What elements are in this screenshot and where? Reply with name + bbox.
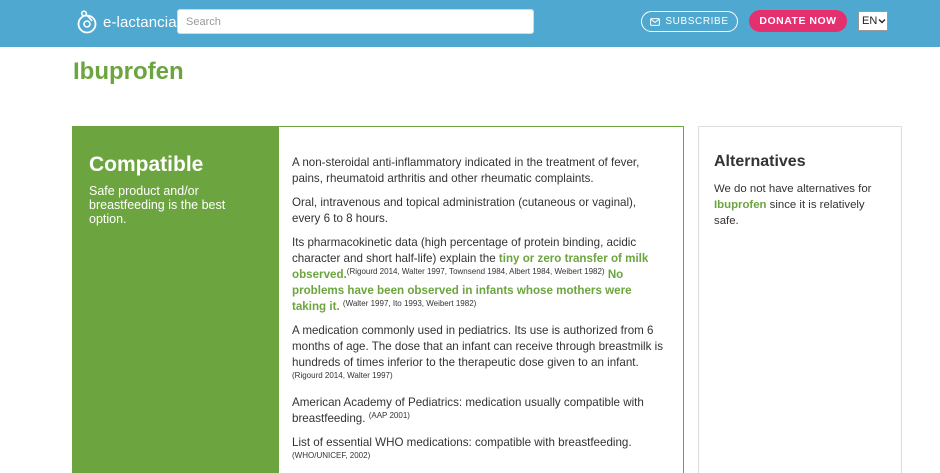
paragraph-text: Its pharmacokinetic data (high percentage of protein binding, acidic character and short half-life) explain the bbox=[292, 236, 637, 265]
paragraph: A non-steroidal anti-inflammatory indicated in the treatment of fever, pains, rheumatoid arthritis and other rheumatic complaints. bbox=[292, 156, 640, 185]
alternatives-card bbox=[698, 126, 902, 473]
alternatives-text bbox=[714, 181, 886, 229]
reference-link[interactable]: (Rigourd 2014, Walter 1997, Townsend 1984, Albert 1984, Weibert 1982) bbox=[346, 267, 605, 276]
reference-link[interactable]: (AAP 2001) bbox=[368, 411, 410, 420]
envelope-icon bbox=[650, 18, 660, 26]
subscribe-label: SUBSCRIBE bbox=[665, 16, 729, 27]
alternatives-text-before: We do not have alternatives for bbox=[714, 183, 872, 195]
paragraph-text: American Academy of Pediatrics: medication usually compatible with breastfeeding. bbox=[292, 396, 644, 425]
top-navbar bbox=[0, 0, 940, 47]
paragraph bbox=[292, 235, 665, 315]
page-title: Ibuprofen bbox=[73, 58, 184, 85]
risk-level: Compatible bbox=[89, 153, 204, 176]
paragraph bbox=[292, 323, 665, 387]
chevron-down-icon bbox=[878, 18, 886, 24]
risk-panel bbox=[73, 127, 279, 473]
reference-link[interactable]: (Rigourd 2014, Walter 1997) bbox=[292, 371, 393, 380]
paragraph: Oral, intravenous and topical administration (cutaneous or vaginal), every 6 to 8 hours. bbox=[292, 196, 637, 225]
alternatives-text-after: since it is relatively safe. bbox=[714, 199, 865, 227]
reference-link[interactable]: (WHO/UNICEF, 2002) bbox=[292, 451, 371, 460]
donate-button[interactable]: DONATE NOW bbox=[749, 10, 847, 32]
paragraph bbox=[292, 435, 665, 467]
alternatives-title: Alternatives bbox=[714, 153, 806, 170]
risk-description: Safe product and/or breastfeeding is the best option. bbox=[89, 184, 226, 226]
reference-link[interactable]: (Walter 1997, Ito 1993, Weibert 1982) bbox=[342, 299, 477, 308]
alternatives-drug-name: Ibuprofen bbox=[714, 199, 767, 211]
paragraph bbox=[292, 395, 665, 427]
language-value: EN bbox=[862, 15, 878, 27]
brand-name[interactable]: e-lactancia bbox=[103, 14, 177, 31]
search-input[interactable] bbox=[177, 9, 534, 34]
language-select[interactable] bbox=[858, 11, 888, 31]
product-card bbox=[72, 126, 684, 473]
subscribe-button[interactable] bbox=[641, 11, 738, 32]
paragraph-text: List of essential WHO medications: compatible with breastfeeding. bbox=[292, 436, 632, 449]
paragraph-text: A medication commonly used in pediatrics. Its use is authorized from 6 months of age. The dose that an infant can receive through breastmilk is hundreds of times inferior to the therapeutic dose given to an infant. bbox=[292, 324, 663, 369]
e-lactancia-logo-icon[interactable] bbox=[76, 10, 98, 34]
highlight-text: tiny or zero transfer of milk observed. bbox=[292, 252, 649, 281]
product-description bbox=[279, 127, 683, 473]
highlight-text: No problems have been observed in infants whose mothers were taking it. bbox=[292, 268, 632, 313]
